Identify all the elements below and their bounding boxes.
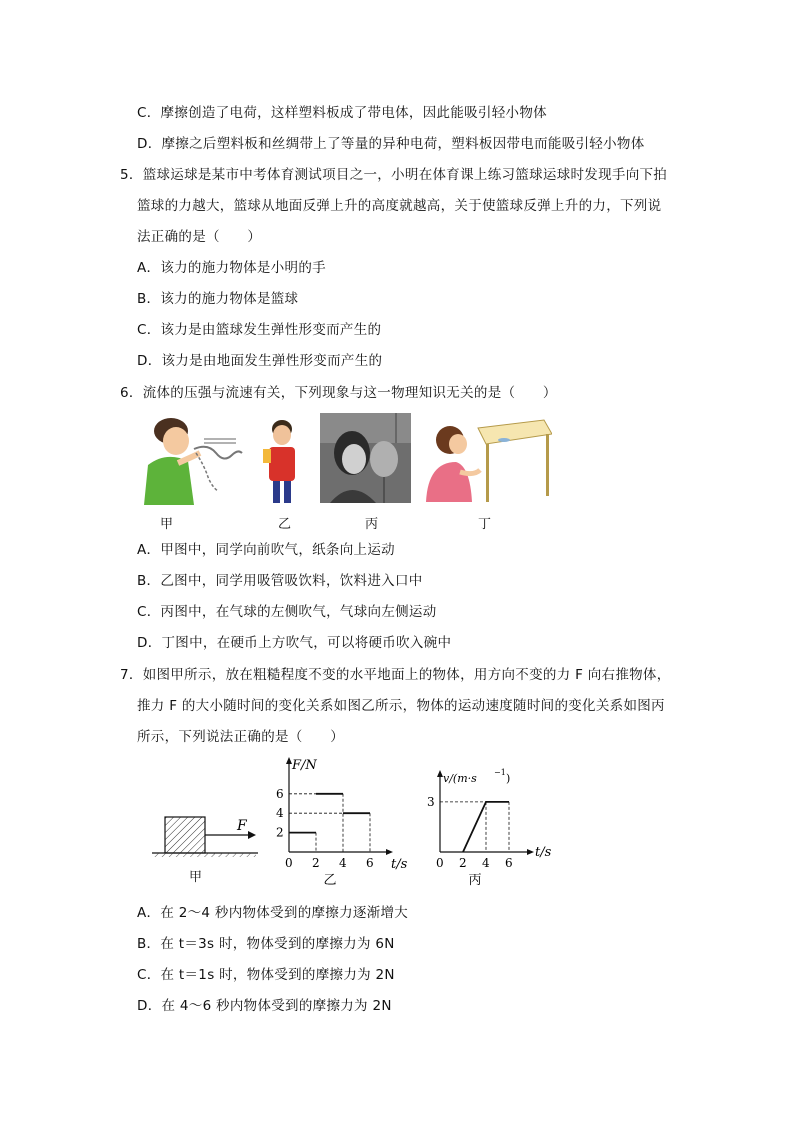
q7-stem-line2: 推力 F 的大小随时间的变化关系如图乙所示，物体的运动速度随时间的变化关系如图丙 bbox=[137, 698, 665, 714]
q7-stem-line3: 所示，下列说法正确的是（ ） bbox=[137, 729, 344, 745]
q6-picture-jia bbox=[138, 413, 246, 505]
q6-caption-jia: 甲 bbox=[160, 517, 174, 532]
chart-caption: 丙 bbox=[468, 873, 482, 888]
x-tick-label: 4 bbox=[482, 856, 490, 870]
q7-option-a: A．在 2～4 秒内物体受到的摩擦力逐渐增大 bbox=[137, 905, 409, 921]
q6-caption-bing: 丙 bbox=[365, 517, 379, 532]
q6-option-a: A．甲图中，同学向前吹气，纸条向上运动 bbox=[137, 542, 395, 558]
q5-stem-line3: 法正确的是（ ） bbox=[137, 229, 262, 245]
y-axis-label: v/(m·s bbox=[443, 772, 477, 785]
q7-figure-jia bbox=[150, 805, 260, 885]
x-axis-label: t/s bbox=[535, 845, 552, 860]
x-tick-label: 2 bbox=[459, 856, 467, 870]
q6-picture-yi bbox=[255, 415, 305, 505]
x-axis-label: t/s bbox=[391, 857, 408, 872]
y-axis-label-end: ) bbox=[506, 772, 511, 785]
q6-picture-bing bbox=[320, 413, 411, 503]
q7-stem-line1: 7．如图甲所示，放在粗糙程度不变的水平地面上的物体，用方向不变的力 F 向右推物体， bbox=[120, 667, 671, 683]
q6-option-d: D．丁图中，在硬币上方吹气，可以将硬币吹入碗中 bbox=[137, 635, 452, 651]
y-axis-label-superscript: −1 bbox=[494, 768, 506, 777]
y-axis-label: F/N bbox=[292, 758, 317, 773]
x-tick-label: 4 bbox=[339, 856, 347, 870]
chart-caption: 乙 bbox=[323, 873, 337, 888]
x-axis-arrow bbox=[386, 849, 393, 855]
q5-option-a: A．该力的施力物体是小明的手 bbox=[137, 260, 326, 276]
q5-stem-line2: 篮球的力越大，篮球从地面反弹上升的高度就越高，关于使篮球反弹上升的力，下列说 bbox=[137, 198, 662, 214]
q7-option-b: B．在 t＝3s 时，物体受到的摩擦力为 6N bbox=[137, 936, 395, 952]
q7-chart-bing bbox=[425, 765, 565, 893]
x-tick-label: 0 bbox=[285, 856, 293, 870]
x-tick-label: 6 bbox=[366, 856, 374, 870]
q6-caption-ding: 丁 bbox=[478, 517, 492, 532]
q5-option-c: C．该力是由篮球发生弹性形变而产生的 bbox=[137, 322, 382, 338]
q7-caption-jia: 甲 bbox=[189, 870, 203, 885]
x-tick-label: 6 bbox=[505, 856, 513, 870]
y-tick-label: 6 bbox=[276, 786, 284, 801]
q6-caption-yi: 乙 bbox=[278, 517, 292, 532]
y-tick-label: 3 bbox=[427, 794, 435, 809]
q6-option-c: C．丙图中，在气球的左侧吹气，气球向左侧运动 bbox=[137, 604, 437, 620]
force-arrowhead bbox=[248, 831, 256, 839]
q5-stem-line1: 5．篮球运球是某市中考体育测试项目之一，小明在体育课上练习篮球运球时发现手向下拍 bbox=[120, 167, 668, 183]
y-tick-label: 2 bbox=[276, 825, 284, 840]
q7-option-c: C．在 t＝1s 时，物体受到的摩擦力为 2N bbox=[137, 967, 395, 983]
q5-option-b: B．该力的施力物体是篮球 bbox=[137, 291, 299, 307]
q7-option-d: D．在 4～6 秒内物体受到的摩擦力为 2N bbox=[137, 998, 392, 1014]
q4-option-d: D．摩擦之后塑料板和丝绸带上了等量的异种电荷，塑料板因带电而能吸引轻小物体 bbox=[137, 136, 645, 152]
q7-chart-yi bbox=[272, 752, 412, 892]
q6-stem: 6．流体的压强与流速有关，下列现象与这一物理知识无关的是（ ） bbox=[120, 385, 557, 401]
force-label: F bbox=[237, 818, 247, 834]
x-axis-arrow bbox=[527, 849, 534, 855]
q4-option-c: C．摩擦创造了电荷，这样塑料板成了带电体，因此能吸引轻小物体 bbox=[137, 105, 547, 121]
block bbox=[165, 817, 205, 853]
ground-hatch bbox=[152, 853, 256, 857]
q6-option-b: B．乙图中，同学用吸管吸饮料，饮料进入口中 bbox=[137, 573, 423, 589]
x-tick-label: 0 bbox=[436, 856, 444, 870]
q5-option-d: D．该力是由地面发生弹性形变而产生的 bbox=[137, 353, 383, 369]
x-tick-label: 2 bbox=[312, 856, 320, 870]
y-tick-label: 4 bbox=[276, 806, 284, 821]
q6-picture-ding bbox=[420, 410, 552, 506]
